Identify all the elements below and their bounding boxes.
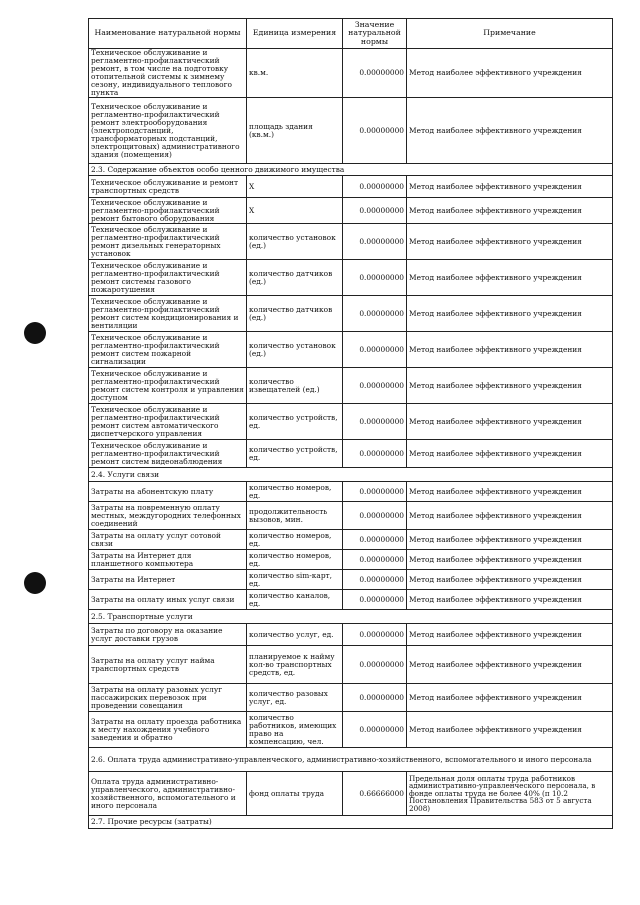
cell-value: 0.00000000 [343,646,407,684]
cell-unit: количество работников, имеющих право на компенсацию, чел. [247,712,343,748]
cell-name: Затраты на оплату услуг найма транспортных средств [89,646,247,684]
cell-value: 0.00000000 [343,198,407,224]
cell-note: Метод наиболее эффективного учреждения [407,332,613,368]
section-title: 2.7. Прочие ресурсы (затраты) [89,816,613,829]
cell-unit: количество номеров, ед. [247,550,343,570]
cell-note: Метод наиболее эффективного учреждения [407,49,613,98]
table-header-row [89,19,613,49]
table-row [89,440,613,468]
cell-note: Метод наиболее эффективного учреждения [407,296,613,332]
cell-value: 0.00000000 [343,550,407,570]
table-row [89,712,613,748]
table-row [89,550,613,570]
cell-note: Метод наиболее эффективного учреждения [407,684,613,712]
cell-name: Затраты на Интернет для планшетного компьютера [89,550,247,570]
table-row [89,260,613,296]
cell-unit: количество разовых услуг, ед. [247,684,343,712]
table-row [89,502,613,530]
cell-note: Метод наиболее эффективного учреждения [407,368,613,404]
cell-name: Техническое обслуживание и регламентно-профилактический ремонт электрооборудования (электроподстанций, трансформаторных подстанций, электрощитовых) административного здания (помещения) [89,98,247,164]
cell-unit: количество датчиков (ед.) [247,296,343,332]
cell-value: 0.00000000 [343,482,407,502]
cell-name: Техническое обслуживание и регламентно-профилактический ремонт бытового оборудования [89,198,247,224]
cell-note: Метод наиболее эффективного учреждения [407,260,613,296]
cell-note: Метод наиболее эффективного учреждения [407,482,613,502]
cell-note: Метод наиболее эффективного учреждения [407,570,613,590]
cell-name: Техническое обслуживание и регламентно-профилактический ремонт систем видеонаблюдения [89,440,247,468]
cell-unit: X [247,176,343,198]
section-row [89,748,613,772]
cell-value: 0.00000000 [343,712,407,748]
cell-name: Техническое обслуживание и регламентно-профилактический ремонт систем автоматического диспетчерского управления [89,404,247,440]
cell-value: 0.00000000 [343,684,407,712]
cell-name: Затраты на оплату иных услуг связи [89,590,247,610]
cell-name: Затраты на оплату услуг сотовой связи [89,530,247,550]
cell-note: Метод наиболее эффективного учреждения [407,550,613,570]
cell-name: Затраты на оплату проезда работника к месту нахождения учебного заведения и обратно [89,712,247,748]
header-unit: Единица измерения [247,19,343,49]
table-row [89,530,613,550]
table-row [89,772,613,816]
cell-note: Метод наиболее эффективного учреждения [407,98,613,164]
cell-note: Метод наиболее эффективного учреждения [407,502,613,530]
cell-value: 0.66666000 [343,772,407,816]
cell-unit: площадь здания (кв.м.) [247,98,343,164]
cell-value: 0.00000000 [343,98,407,164]
norms-table [88,18,613,829]
section-title: 2.6. Оплата труда административно-управленческого, административно-хозяйственного, вспомогательного и иного персонала [89,748,613,772]
table-row [89,296,613,332]
cell-value: 0.00000000 [343,530,407,550]
header-value: Значение натуральной нормы [343,19,407,49]
cell-note: Метод наиболее эффективного учреждения [407,624,613,646]
cell-value: 0.00000000 [343,176,407,198]
cell-unit: количество извещателей (ед.) [247,368,343,404]
cell-note: Предельная доля оплаты труда работников административно-управленческого персонала, в фонде оплаты труда не более 40% (п 10.2 Постановления Правительства 583 от 5 августа 2008) [407,772,613,816]
cell-unit: X [247,198,343,224]
cell-unit: количество установок (ед.) [247,224,343,260]
table-row [89,198,613,224]
cell-name: Техническое обслуживание и регламентно-профилактический ремонт системы газового пожаротушения [89,260,247,296]
cell-note: Метод наиболее эффективного учреждения [407,440,613,468]
cell-value: 0.00000000 [343,260,407,296]
table-row [89,404,613,440]
cell-value: 0.00000000 [343,570,407,590]
cell-unit: количество каналов, ед. [247,590,343,610]
cell-value: 0.00000000 [343,590,407,610]
cell-value: 0.00000000 [343,404,407,440]
cell-note: Метод наиболее эффективного учреждения [407,590,613,610]
cell-name: Техническое обслуживание и регламентно-профилактический ремонт систем контроля и управления доступом [89,368,247,404]
cell-name: Техническое обслуживание и регламентно-профилактический ремонт систем пожарной сигнализации [89,332,247,368]
table-row [89,224,613,260]
cell-name: Затраты на оплату разовых услуг пассажирских перевозок при проведении совещания [89,684,247,712]
section-title: 2.3. Содержание объектов особо ценного движимого имущества [89,164,613,176]
cell-unit: кв.м. [247,49,343,98]
header-name: Наименование натуральной нормы [89,19,247,49]
punch-hole-upper [24,322,46,344]
cell-unit: количество установок (ед.) [247,332,343,368]
table-row [89,646,613,684]
cell-unit: количество sim-карт, ед. [247,570,343,590]
table-row [89,590,613,610]
cell-unit: фонд оплаты труда [247,772,343,816]
section-row [89,468,613,482]
cell-note: Метод наиболее эффективного учреждения [407,198,613,224]
cell-value: 0.00000000 [343,624,407,646]
table-row [89,98,613,164]
cell-note: Метод наиболее эффективного учреждения [407,712,613,748]
table-row [89,570,613,590]
cell-value: 0.00000000 [343,49,407,98]
table-row [89,176,613,198]
cell-unit: количество датчиков (ед.) [247,260,343,296]
table-row [89,482,613,502]
cell-name: Техническое обслуживание и регламентно-профилактический ремонт, в том числе на подготовку отопительной системы к зимнему сезону, индивидуального теплового пункта [89,49,247,98]
cell-unit: количество номеров, ед. [247,482,343,502]
table-row [89,332,613,368]
cell-value: 0.00000000 [343,224,407,260]
cell-note: Метод наиболее эффективного учреждения [407,646,613,684]
cell-note: Метод наиболее эффективного учреждения [407,176,613,198]
cell-unit: количество услуг, ед. [247,624,343,646]
cell-value: 0.00000000 [343,332,407,368]
cell-value: 0.00000000 [343,502,407,530]
cell-name: Техническое обслуживание и регламентно-профилактический ремонт дизельных генераторных установок [89,224,247,260]
table-row [89,368,613,404]
section-title: 2.4. Услуги связи [89,468,613,482]
cell-unit: планируемое к найму кол-во транспортных средств, ед. [247,646,343,684]
table-row [89,684,613,712]
cell-name: Техническое обслуживание и регламентно-профилактический ремонт систем кондиционирования и вентиляции [89,296,247,332]
section-row [89,164,613,176]
cell-unit: количество устройств, ед. [247,404,343,440]
section-row [89,816,613,829]
cell-name: Оплата труда административно-управленческого, административно-хозяйственного, вспомогательного и иного персонала [89,772,247,816]
cell-unit: количество номеров, ед. [247,530,343,550]
header-note: Примечание [407,19,613,49]
cell-note: Метод наиболее эффективного учреждения [407,224,613,260]
cell-value: 0.00000000 [343,440,407,468]
table-row [89,49,613,98]
section-title: 2.5. Транспортные услуги [89,610,613,624]
cell-name: Затраты на Интернет [89,570,247,590]
table-row [89,624,613,646]
cell-unit: продолжительность вызовов, мин. [247,502,343,530]
cell-name: Техническое обслуживание и ремонт транспортных средств [89,176,247,198]
cell-unit: количество устройств, ед. [247,440,343,468]
cell-name: Затраты на повременную оплату местных, междугородних телефонных соединений [89,502,247,530]
section-row [89,610,613,624]
cell-value: 0.00000000 [343,296,407,332]
cell-name: Затраты по договору на оказание услуг доставки грузов [89,624,247,646]
cell-value: 0.00000000 [343,368,407,404]
cell-note: Метод наиболее эффективного учреждения [407,404,613,440]
punch-hole-lower [24,572,46,594]
cell-note: Метод наиболее эффективного учреждения [407,530,613,550]
cell-name: Затраты на абонентскую плату [89,482,247,502]
